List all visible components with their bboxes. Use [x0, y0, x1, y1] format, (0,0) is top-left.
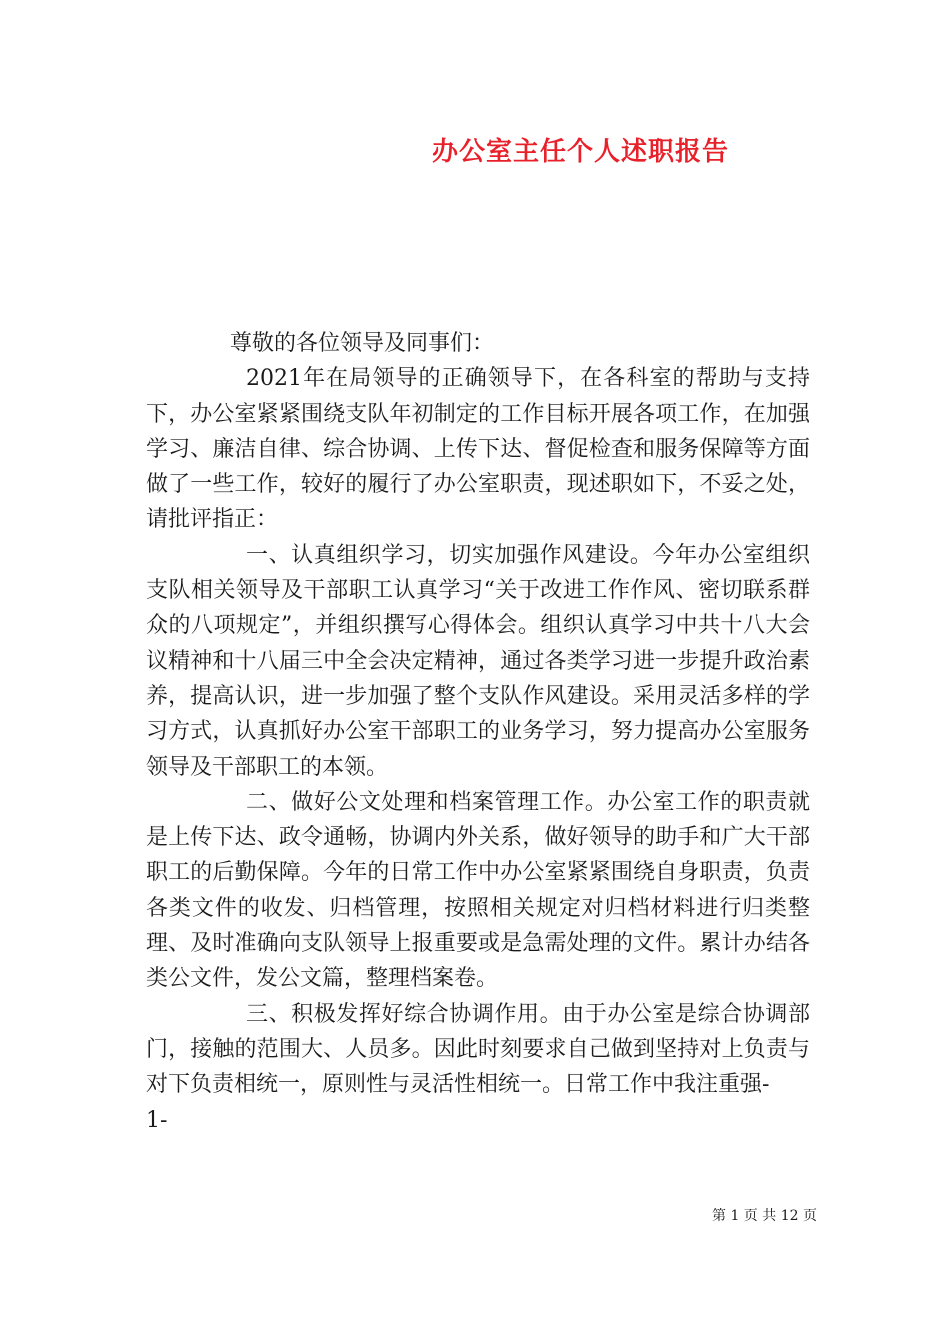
salutation: 尊敬的各位领导及同事们：: [230, 331, 495, 356]
paragraph-documents: 二、做好公文处理和档案管理工作。办公室工作的职责就是上传下达、政令通畅，协调内外关系，做好领导的助手和广大干部职工的后勤保障。今年的日常工作中办公室紧紧围绕自身职责，负责各类文件的收发、归档管理，按照相关规定对归档材料进行归类整理、及时准确向支队领导上报重要或是急需处理的文件。累计办结各类公文件，发公文篇，整理档案卷。: [146, 789, 810, 992]
document-title: 办公室主任个人述职报告: [432, 137, 730, 167]
inline-page-number: 1-: [146, 1107, 168, 1133]
paragraph-study: 一、认真组织学习，切实加强作风建设。今年办公室组织支队相关领导及干部职工认真学习“关于改进工作作风、密切联系群众的八项规定”，并组织撰写心得体会。组织认真学习中共十八大会议精神和十八届三中全会决定精神，通过各类学习进一步提升政治素养，提高认识，进一步加强了整个支队作风建设。采用灵活多样的学习方式，认真抓好办公室干部职工的业务学习，努力提高办公室服务领导及干部职工的本领。: [146, 542, 810, 780]
page-footer: 第 1 页 共 12 页: [712, 1208, 817, 1224]
paragraph-coordination: 三、积极发挥好综合协调作用。由于办公室是综合协调部门，接触的范围大、人员多。因此时刻要求自己做到坚持对上负责与对下负责相统一，原则性与灵活性相统一。日常工作中我注重强-: [146, 1001, 810, 1098]
document-body: [146, 326, 810, 1138]
paragraph-intro: 2021年在局领导的正确领导下，在各科室的帮助与支持下，办公室紧紧围绕支队年初制定的工作目标开展各项工作，在加强学习、廉洁自律、综合协调、上传下达、督促检查和服务保障等方面做了一些工作，较好的履行了办公室职责，现述职如下，不妥之处，请批评指正：: [146, 366, 810, 533]
